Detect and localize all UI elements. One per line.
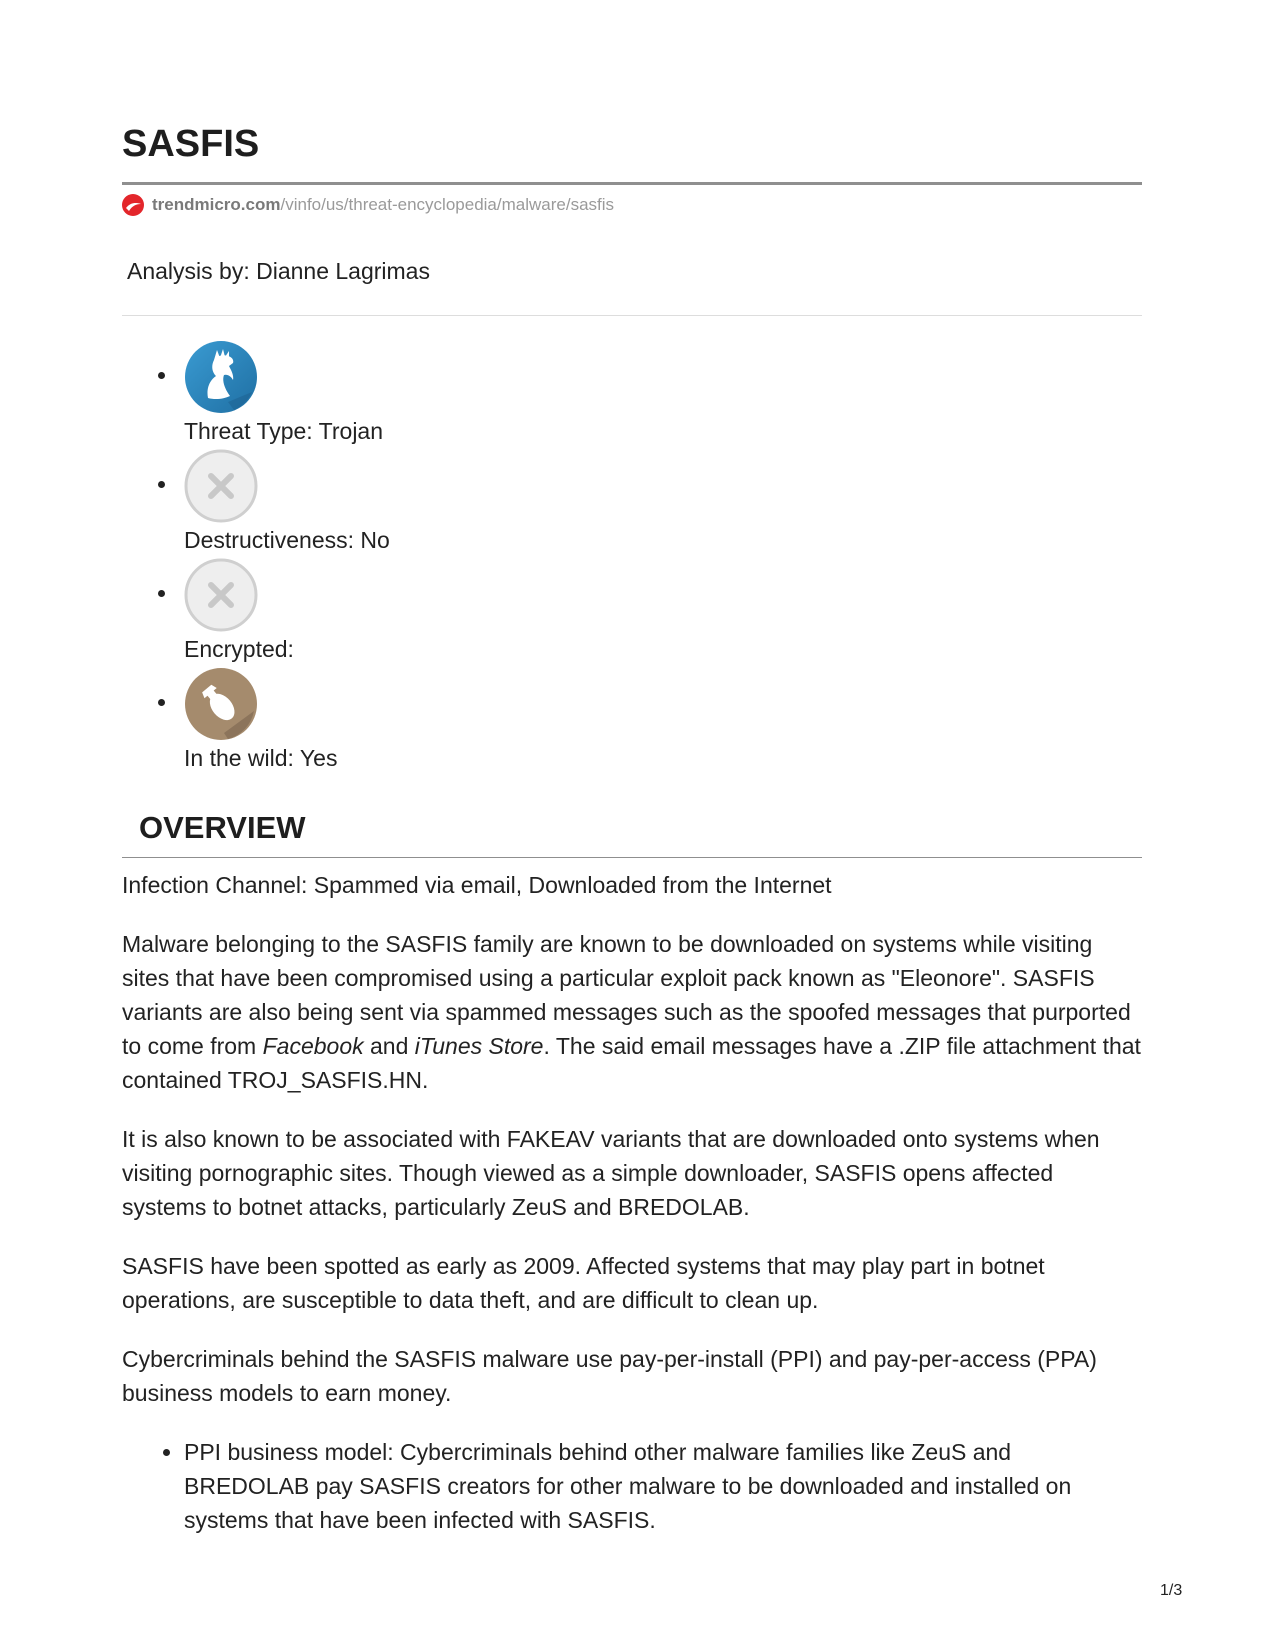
fact-label: Threat Type: Trojan [184,418,384,444]
bomb-icon [184,667,258,741]
byline-divider [122,315,1142,316]
section-divider [122,857,1142,858]
paragraph-text: and [363,1033,415,1059]
x-circle-icon [184,449,258,523]
list-bullet [158,372,165,379]
list-bullet [158,590,165,597]
paragraph: Cybercriminals behind the SASFIS malware use pay-per-install (PPI) and pay-per-access (PPA) business models to earn money. [122,1346,1097,1406]
trendmicro-logo-icon [122,194,144,216]
overview-body [122,868,1142,1537]
x-circle-icon [184,558,258,632]
paragraph-text: Malware belonging to the SASFIS family are known to be downloaded on systems while visiting sites that have been compromised using a particular exploit pack known as "Eleonore". SASFIS variants are also being sent via spammed messages such as the spoofed messages that purported to come from [122,931,1131,1059]
facebook-reference: Facebook [262,1033,364,1059]
source-domain: trendmicro.com [152,195,281,214]
business-model-list [122,1435,1142,1537]
list-item: • PPI business model: Cybercriminals behind other malware families like ZeuS and BREDOLAB pay SASFIS creators for other malware to be downloaded and installed on systems that have been infected with SASFIS. [184,1435,1142,1537]
fact-label: Destructiveness: No [184,527,390,553]
analysis-byline: Analysis by: Dianne Lagrimas [127,258,430,284]
fact-label: In the wild: Yes [184,745,338,771]
paragraph: It is also known to be associated with FAKEAV variants that are downloaded onto systems when visiting pornographic sites. Though viewed as a simple downloader, SASFIS opens affected systems to botnet attacks, particularly ZeuS and BREDOLAB. [122,1126,1100,1220]
source-path: /vinfo/us/threat-encyclopedia/malware/sasfis [280,195,615,214]
paragraph-text: . The said email messages have a .ZIP file attachment that contained TROJ_SASFIS.HN. [122,1033,1141,1093]
itunes-reference: iTunes Store [414,1033,544,1059]
page-number: 1/3 [1160,1582,1183,1599]
trojan-horse-icon [184,340,258,414]
source-link[interactable] [122,194,614,216]
paragraph [122,927,1142,1097]
section-heading-overview: OVERVIEW [139,810,306,845]
list-bullet [158,699,165,706]
title-divider [122,182,1142,185]
infection-channel: Infection Channel: Spammed via email, Downloaded from the Internet [122,872,832,898]
fact-label: Encrypted: [184,636,294,662]
page-title: SASFIS [122,123,260,165]
paragraph: SASFIS have been spotted as early as 2009. Affected systems that may play part in botnet operations, are susceptible to data theft, and are difficult to clean up. [122,1253,1045,1313]
list-bullet [158,481,165,488]
